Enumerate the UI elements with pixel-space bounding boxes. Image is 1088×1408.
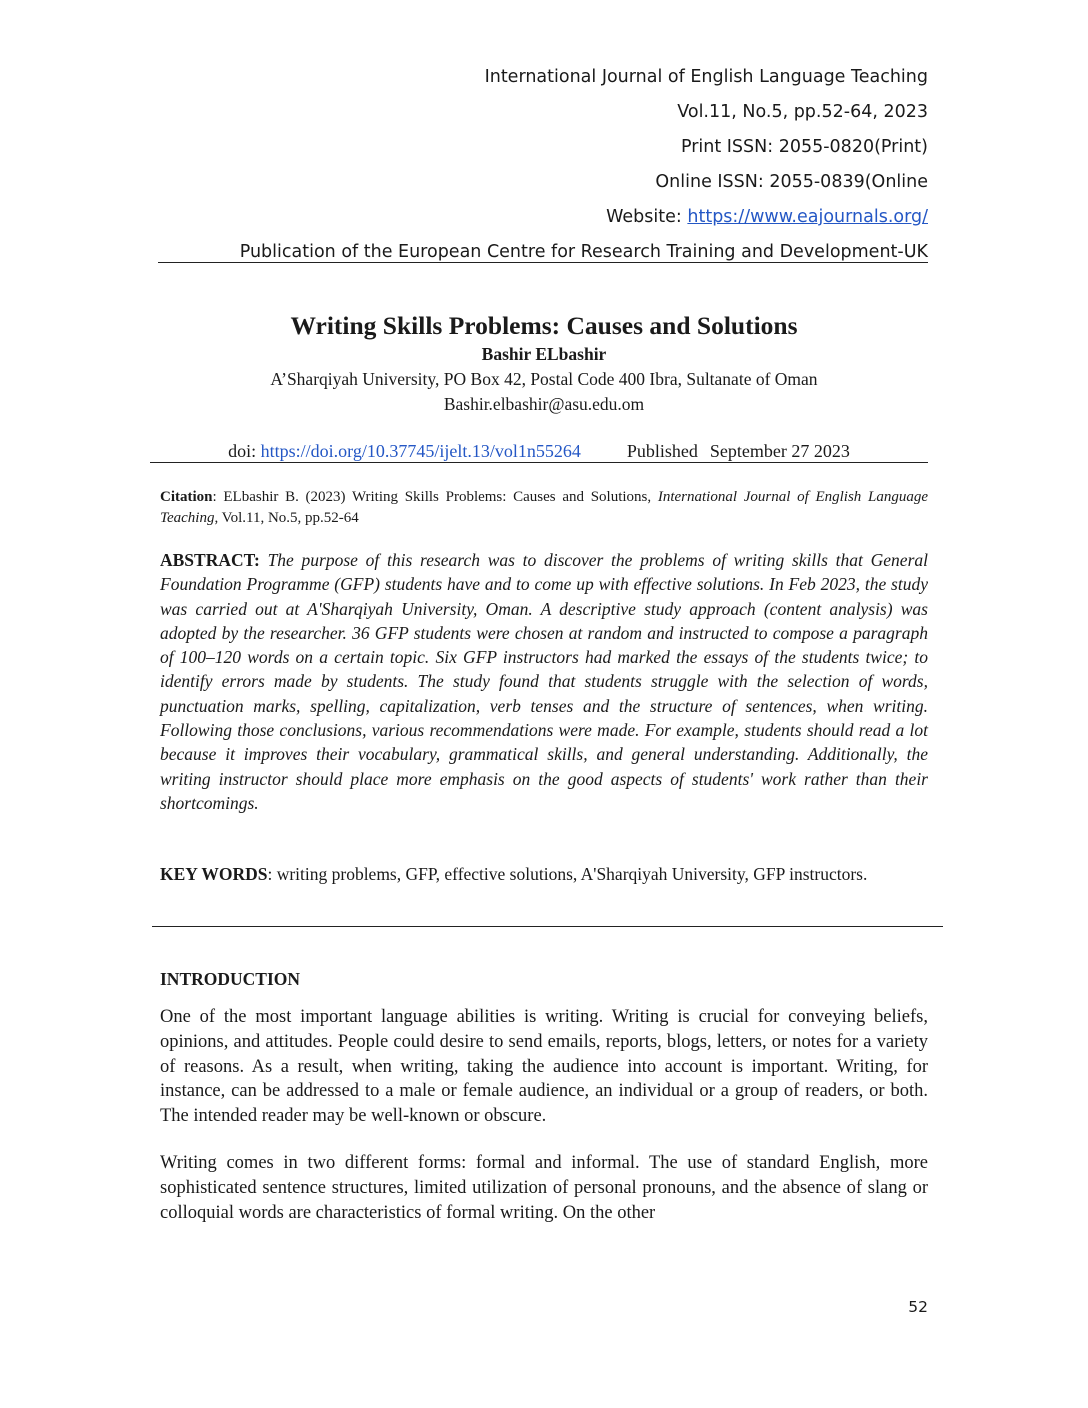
published-date: September 27 2023 [709, 441, 850, 461]
keywords-label: KEY WORDS [160, 864, 268, 884]
doi-divider [150, 462, 928, 463]
publisher-line: Publication of the European Centre for Research Training and Development-UK [239, 242, 928, 262]
published-label: Published [626, 441, 698, 461]
citation-tail: , Vol.11, No.5, pp.52-64 [214, 510, 359, 526]
abstract [160, 548, 928, 815]
abstract-text: The purpose of this research was to discover the problems of writing skills that General Foundation Programme (GFP) students have and to come up with effective solutions. In Feb 2023, the study was carried out at A'Sharqiyah University, Oman. A descriptive study approach (content analysis) was adopted by the researcher. 36 GFP students were chosen at random and instructed to compose a paragraph of 100–120 words on a certain topic. Six GFP instructors had marked the essays of the students twice; to identify errors made by students. The study found that students struggle with the selection of words, punctuation marks, spelling, capitalization, verb tenses and the structure of sentences, when writing. Following those conclusions, various recommendations were made. For example, students should read a lot because it improves their vocabulary, grammatical skills, and general understanding. Additionally, the writing instructor should place more emphasis on the good aspects of students' work rather than their shortcomings. [160, 550, 928, 813]
keywords [160, 862, 928, 887]
page-number: 52 [908, 1298, 928, 1316]
author-email: Bashir.elbashir@asu.edu.om [443, 394, 645, 414]
section-divider [152, 926, 943, 927]
journal-volume: Vol.11, No.5, pp.52-64, 2023 [677, 102, 928, 122]
keywords-text: : writing problems, GFP, effective solutions, A'Sharqiyah University, GFP instructors. [267, 864, 868, 884]
introduction-heading: INTRODUCTION [160, 969, 301, 989]
print-issn: Print ISSN: 2055-0820(Print) [680, 137, 928, 157]
website-line [228, 200, 928, 235]
author-affiliation: A’Sharqiyah University, PO Box 42, Postal Code 400 Ibra, Sultanate of Oman [270, 369, 818, 389]
citation-journal: International Journal of English Language Teaching [160, 489, 929, 526]
abstract-label: ABSTRACT: [160, 550, 260, 570]
journal-name: International Journal of English Language Teaching [484, 67, 928, 87]
title-block [160, 310, 928, 417]
citation-text: : ELbashir B. (2023) Writing Skills Problems: Causes and Solutions, [212, 489, 658, 505]
header-divider [158, 262, 928, 263]
introduction-paragraph-1: One of the most important language abilities is writing. Writing is crucial for conveying beliefs, opinions, and attitudes. People could desire to send emails, reports, blogs, letters, or notes for a variety of reasons. As a result, when writing, taking the audience into account is important. Writing, for instance, can be addressed to a male or female audience, an individual or a group of readers, or both. The intended reader may be well-known or obscure. [160, 1007, 928, 1127]
doi-label: doi: [228, 441, 261, 461]
journal-header [228, 60, 928, 270]
author-name: Bashir ELbashir [481, 344, 607, 364]
website-label: Website: [606, 207, 688, 227]
citation [160, 487, 928, 529]
article-title: Writing Skills Problems: Causes and Solutions [290, 311, 798, 340]
doi-line [150, 438, 928, 464]
doi-link[interactable]: https://doi.org/10.37745/ijelt.13/vol1n55264 [260, 441, 581, 461]
website-link[interactable]: https://www.eajournals.org/ [687, 207, 928, 227]
citation-label: Citation [160, 489, 213, 505]
online-issn: Online ISSN: 2055-0839(Online [655, 172, 928, 192]
introduction-paragraph-2: Writing comes in two different forms: formal and informal. The use of standard English, more sophisticated sentence structures, limited utilization of personal pronouns, and the absence of slang or colloquial words are characteristics of formal writing. On the other [160, 1153, 928, 1223]
